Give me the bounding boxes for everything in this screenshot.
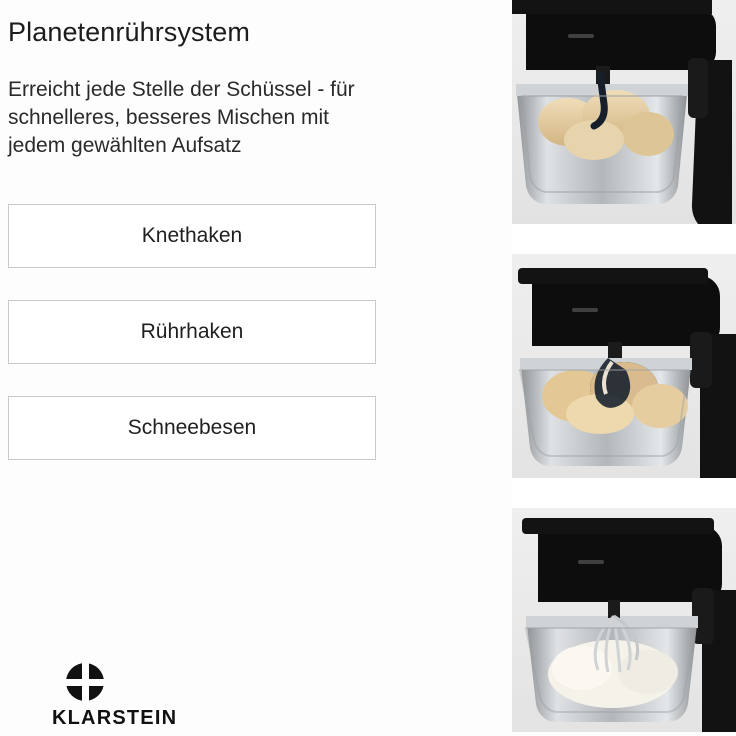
attachment-label: Schneebesen xyxy=(127,416,257,440)
photo-whisk xyxy=(512,508,736,732)
photo-gap xyxy=(512,478,736,508)
attachment-label: Rührhaken xyxy=(140,320,244,344)
brand-name: KLARSTEIN xyxy=(52,707,178,729)
photo-gap xyxy=(512,224,736,254)
brand-block xyxy=(52,663,252,730)
attachment-list xyxy=(8,204,376,460)
attachment-label: Knethaken xyxy=(141,224,243,248)
stand-mixer-with-beater-icon xyxy=(512,254,736,478)
photo-beater xyxy=(512,254,736,478)
photo-dough-hook xyxy=(512,0,736,224)
photo-column xyxy=(512,0,736,736)
page-title: Planetenrührsystem xyxy=(8,17,250,47)
attachment-item-schneebesen[interactable] xyxy=(8,396,376,460)
page-subtitle: Erreicht jede Stelle der Schüssel - für schnelleres, besseres Mischen mit jedem gewählten Aufsatz xyxy=(8,77,355,157)
klarstein-circle-cross-logo-icon xyxy=(66,663,104,701)
attachment-item-ruehrhaken[interactable] xyxy=(8,300,376,364)
stand-mixer-with-whisk-icon xyxy=(512,508,736,732)
attachment-item-knethaken[interactable] xyxy=(8,204,376,268)
stand-mixer-with-dough-icon xyxy=(512,0,736,224)
